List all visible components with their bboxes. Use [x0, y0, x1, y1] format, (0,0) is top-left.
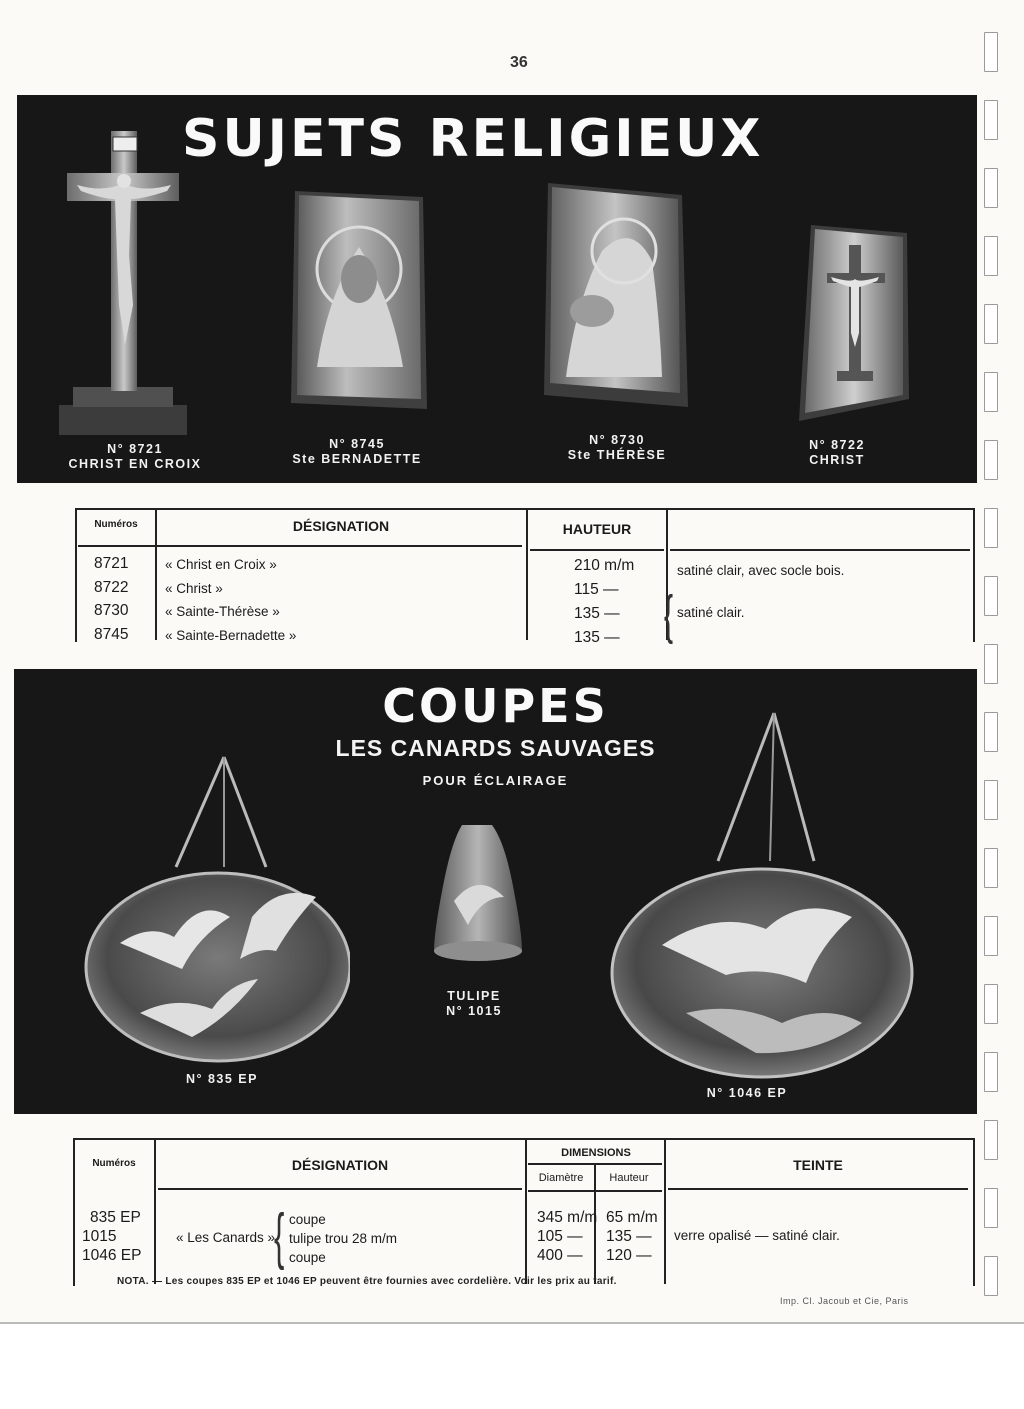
- row-designation: « Christ »: [165, 581, 223, 596]
- row-type: coupe: [289, 1250, 326, 1265]
- binder-tab: [984, 508, 998, 548]
- row-height: 135 —: [574, 629, 620, 646]
- finish-note: satiné clair.: [677, 605, 745, 620]
- caption-835: N° 835 EP: [185, 1072, 258, 1086]
- binder-tab: [984, 1188, 998, 1228]
- coupes-subtitle: LES CANARDS SAUVAGES: [335, 735, 656, 761]
- row-height: 135 —: [574, 605, 620, 622]
- caption-number: N° 8730: [589, 433, 645, 447]
- header-designation: DÉSIGNATION: [292, 518, 390, 534]
- caption-8722: [777, 438, 897, 468]
- header-rule: [670, 549, 970, 551]
- header-rule: [78, 545, 522, 547]
- binder-tab: [984, 372, 998, 412]
- binder-tab: [984, 168, 998, 208]
- page-edge: [0, 1322, 1024, 1324]
- caption-name: CHRIST: [809, 453, 865, 467]
- header-diameter: Diamètre: [538, 1172, 584, 1184]
- binder-tab: [984, 780, 998, 820]
- caption-line: N° 1015: [446, 1004, 502, 1018]
- binder-tab: [984, 916, 998, 956]
- header-rule: [528, 1190, 662, 1192]
- binder-tab: [984, 32, 998, 72]
- printer-imprint: Imp. Cl. Jacoub et Cie, Paris: [780, 1296, 909, 1306]
- caption-name: Ste BERNADETTE: [292, 452, 422, 466]
- binder-tab: [984, 576, 998, 616]
- christ-plaque-illustration: [795, 223, 915, 433]
- brace: {: [274, 1202, 285, 1271]
- therese-plaque-illustration: [542, 181, 692, 411]
- brace: {: [664, 585, 674, 645]
- caption-number: N° 8722: [809, 438, 865, 452]
- coupes-banner: [14, 669, 977, 1114]
- row-number: 1015: [82, 1228, 117, 1245]
- column-divider: [525, 1138, 527, 1284]
- finish-note: satiné clair, avec socle bois.: [677, 563, 845, 578]
- row-diameter: 400 —: [537, 1247, 583, 1264]
- religious-subjects-banner: [17, 95, 977, 483]
- binder-tab: [984, 644, 998, 684]
- binder-tab: [984, 100, 998, 140]
- row-diameter: 105 —: [537, 1228, 583, 1245]
- bowl-835-illustration: [80, 747, 350, 1067]
- row-number: 8722: [94, 579, 129, 596]
- row-number: 835 EP: [90, 1209, 141, 1226]
- nota-footnote: NOTA. — Les coupes 835 EP et 1046 EP peuvent être fournies avec cordelière. Voir les prix au tarif.: [117, 1276, 617, 1287]
- binder-tab: [984, 236, 998, 276]
- row-number: 8730: [94, 602, 129, 619]
- caption-number: N° 8745: [329, 437, 385, 451]
- religious-title: SUJETS RELIGIEUX: [182, 109, 764, 169]
- row-type: coupe: [289, 1212, 326, 1227]
- row-number: 1046 EP: [82, 1247, 142, 1264]
- tint-value: verre opalisé — satiné clair.: [674, 1228, 840, 1243]
- caption-8745: [267, 437, 447, 467]
- header-rule: [528, 1163, 662, 1165]
- header-rule: [158, 1188, 522, 1190]
- header-tint: TEINTE: [793, 1157, 843, 1173]
- header-hauteur: Hauteur: [609, 1172, 649, 1184]
- header-designation: DÉSIGNATION: [291, 1157, 389, 1173]
- caption-1046: N° 1046 EP: [706, 1086, 788, 1100]
- column-divider: [155, 508, 157, 640]
- header-height: HAUTEUR: [562, 521, 632, 537]
- header-rule: [668, 1188, 968, 1190]
- row-diameter: 345 m/m: [537, 1209, 598, 1226]
- bowl-1046-illustration: [606, 683, 916, 1085]
- row-hauteur: 135 —: [606, 1228, 652, 1245]
- caption-1015: [424, 989, 524, 1019]
- caption-name: CHRIST EN CROIX: [68, 457, 202, 471]
- tulipe-illustration: [426, 821, 530, 969]
- crucifix-illustration: [55, 125, 225, 445]
- row-designation: « Sainte-Bernadette »: [165, 628, 297, 643]
- header-rule: [530, 549, 664, 551]
- row-height: 115 —: [574, 581, 619, 598]
- coupes-title: COUPES: [382, 679, 609, 733]
- row-designation: « Sainte-Thérèse »: [165, 604, 280, 619]
- row-designation: « Christ en Croix »: [165, 557, 277, 572]
- row-height: 210 m/m: [574, 557, 635, 574]
- binder-tab: [984, 1052, 998, 1092]
- binder-tab: [984, 440, 998, 480]
- row-hauteur: 65 m/m: [606, 1209, 658, 1226]
- row-number: 8721: [94, 555, 129, 572]
- row-type: tulipe trou 28 m/m: [289, 1231, 398, 1246]
- header-numbers: Numéros: [94, 519, 138, 530]
- row-designation: « Les Canards »: [176, 1230, 276, 1245]
- caption-8730: [527, 433, 707, 463]
- caption-number: N° 8721: [107, 442, 163, 456]
- page-number: 36: [510, 54, 528, 71]
- header-numbers: Numéros: [92, 1158, 136, 1169]
- binder-tab: [984, 1120, 998, 1160]
- caption-line: TULIPE: [447, 989, 501, 1003]
- binder-tab: [984, 1256, 998, 1296]
- bernadette-plaque-illustration: [287, 187, 432, 415]
- binder-tab: [984, 984, 998, 1024]
- header-dimensions: DIMENSIONS: [561, 1147, 631, 1159]
- caption-8721: [37, 442, 233, 472]
- binder-tab: [984, 848, 998, 888]
- row-number: 8745: [94, 626, 129, 643]
- binder-tab: [984, 712, 998, 752]
- binder-tab: [984, 304, 998, 344]
- row-hauteur: 120 —: [606, 1247, 652, 1264]
- coupes-subsubtitle: POUR ÉCLAIRAGE: [422, 773, 569, 788]
- caption-name: Ste THÉRÈSE: [567, 448, 667, 462]
